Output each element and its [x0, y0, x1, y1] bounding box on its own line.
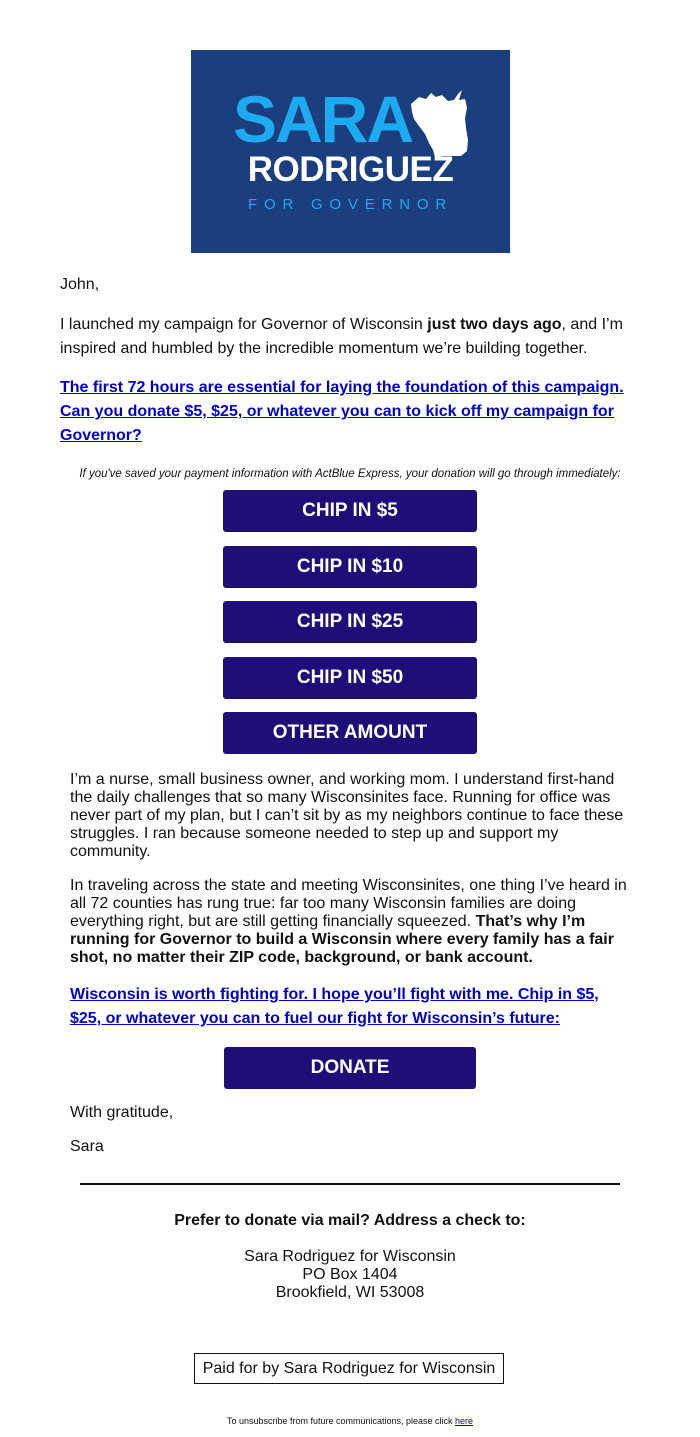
unsubscribe-text: To unsubscribe from future communications, please click: [226, 1416, 456, 1426]
unsubscribe-link[interactable]: here: [455, 1416, 474, 1426]
intro-paragraph: [60, 313, 640, 361]
logo-first-name: SARA: [233, 82, 413, 156]
logo-last-name: RODRIGUEZ: [247, 150, 454, 189]
fight-ask-paragraph: [70, 983, 630, 1031]
donate-ask-paragraph: [60, 376, 640, 448]
fight-ask-link[interactable]: Wisconsin is worth fighting for. I hope you’ll fight with me. Chip in $5, $25, or whatever you can to fuel our fight for Wisconsin’s future:: [70, 986, 599, 1027]
campaign-logo: [191, 50, 510, 253]
traveling-text-bold: That’s why I’m running for Governor to build a Wisconsin where every family has a fair shot, no matter their ZIP code, background, or bank account.: [70, 913, 614, 966]
nurse-paragraph: I’m a nurse, small business owner, and working mom. I understand first-hand the daily challenges that so many Wisconsinites face. Running for office was never part of my plan, but I can’t sit by as my neighbors continue to face these struggles. I ran because someone needed to step up and support my community.: [70, 771, 624, 860]
signature: Sara: [70, 1138, 104, 1155]
actblue-express-note: If you've saved your payment information with ActBlue Express, your donation will go through immediately:: [79, 468, 621, 480]
chip-in-5-button[interactable]: CHIP IN $5: [223, 490, 477, 532]
donate-button[interactable]: DONATE: [224, 1047, 476, 1089]
chip-in-10-button[interactable]: CHIP IN $10: [223, 546, 477, 588]
intro-text-end: , and I’m inspired and humbled by the incredible momentum we’re building together.: [60, 316, 623, 357]
intro-text-bold: just two days ago: [427, 316, 562, 333]
mail-heading: Prefer to donate via mail? Address a check to:: [174, 1212, 526, 1229]
unsubscribe-line: [0, 1415, 700, 1427]
mail-address-line-2: PO Box 1404: [302, 1266, 398, 1283]
divider: [80, 1183, 620, 1185]
mail-address-line-3: Brookfield, WI 53008: [275, 1284, 425, 1301]
chip-in-25-button[interactable]: CHIP IN $25: [223, 601, 477, 643]
greeting: John,: [60, 276, 100, 293]
traveling-text: In traveling across the state and meeting Wisconsinites, one thing I’ve heard in all 72 counties has rung true: far too many Wisconsin families are doing everything right, but are still getting financially squeezed.: [70, 877, 627, 930]
other-amount-button[interactable]: OTHER AMOUNT: [223, 712, 477, 754]
chip-in-50-button[interactable]: CHIP IN $50: [223, 657, 477, 699]
mail-address: [0, 1248, 700, 1302]
donate-ask-link[interactable]: The first 72 hours are essential for laying the foundation of this campaign. Can you donate $5, $25, or whatever you can to kick off my campaign for Governor?: [60, 379, 624, 444]
logo-tagline: FOR GOVERNOR: [248, 196, 453, 213]
traveling-paragraph: [70, 877, 630, 967]
closing: With gratitude,: [70, 1104, 174, 1121]
intro-text-start: I launched my campaign for Governor of Wisconsin: [60, 316, 428, 333]
mail-address-line-1: Sara Rodriguez for Wisconsin: [244, 1248, 456, 1265]
wisconsin-map-icon: [409, 88, 471, 158]
paid-for-disclaimer: Paid for by Sara Rodriguez for Wisconsin: [194, 1353, 504, 1384]
